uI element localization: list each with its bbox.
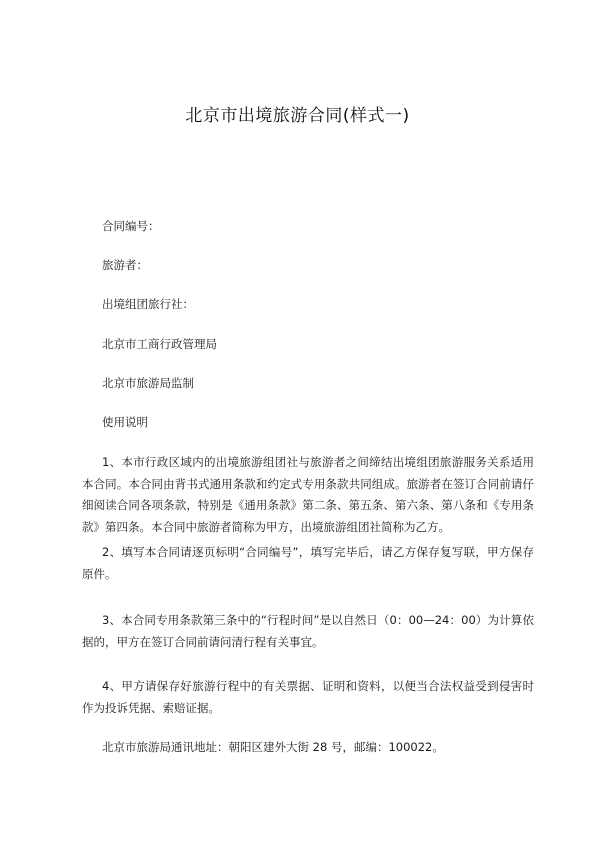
address-text: 北京市旅游局通讯地址：朝阳区建外大街 28 号，邮编：100022。 <box>102 740 444 754</box>
instructions-heading: 使用说明 <box>102 415 148 429</box>
supervisor-text: 北京市旅游局监制 <box>102 376 194 390</box>
document-title: 北京市出境旅游合同(样式一) <box>185 106 410 126</box>
instruction-paragraph-2: 2、填写本合同请逐页标明“合同编号”，填写完毕后，请乙方保存复写联，甲方保存原件。 <box>82 545 534 581</box>
instruction-paragraph-4: 4、甲方请保存好旅游行程中的有关票据、证明和资料，以便当合法权益受到侵害时作为投诉凭据、索赔证据。 <box>82 679 534 715</box>
travel-agency-label: 出境组团旅行社： <box>102 297 194 311</box>
contract-number-label: 合同编号： <box>102 219 160 233</box>
instruction-paragraph-1: 1、本市行政区域内的出境旅游组团社与旅游者之间缔结出境组团旅游服务关系适用本合同。本合同由背书式通用条款和约定式专用条款共同组成。旅游者在签订合同前请仔细阅读合同各项条款，特别是《通用条款》第二条、第五条、第六条、第八条和《专用条款》第四条。本合同中旅游者简称为甲方，出境旅游组团社简称为乙方。 <box>82 455 534 534</box>
instruction-paragraph-3: 3、本合同专用条款第三条中的“行程时间”是以自然日（0：00—24：00）为计算依据的，甲方在签订合同前请问清行程有关事宜。 <box>82 613 534 649</box>
tourist-label: 旅游者： <box>102 258 148 272</box>
issuer-text: 北京市工商行政管理局 <box>102 337 217 351</box>
